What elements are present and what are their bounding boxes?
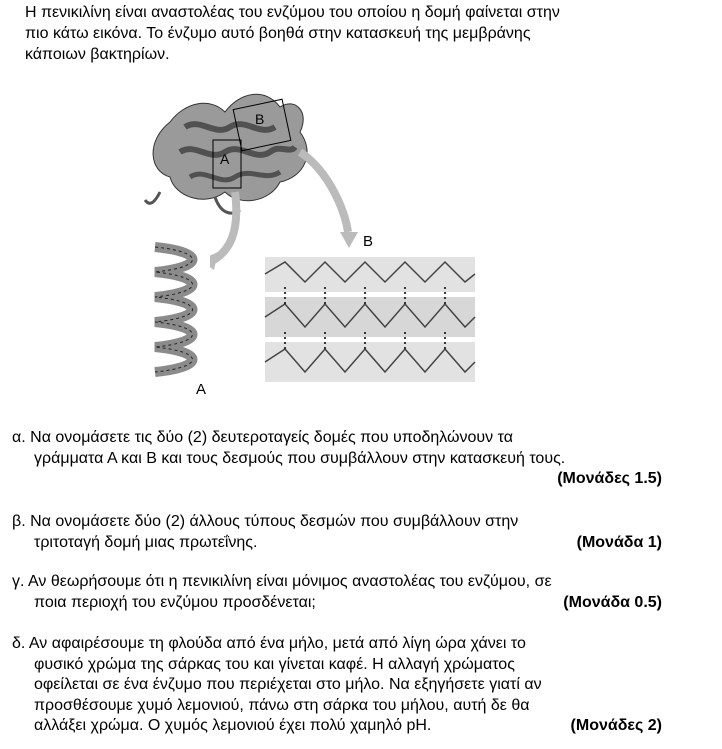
intro-line: πιο κάτω εικόνα. Το ένζυμο αυτό βοηθά στην κατασκευή της μεμβράνης — [25, 25, 531, 42]
question-gamma — [12, 572, 662, 613]
intro-line: κάποιων βακτηρίων. — [25, 46, 170, 63]
question-line: δ. Αν αφαιρέσουμε τη φλούδα από ένα μήλο, μετά από λίγη ώρα χάνει το — [12, 635, 526, 652]
marks-badge: (Μονάδες 2) — [570, 717, 662, 734]
question-line: οφείλεται σε ένα ένζυμο που περιέχεται στο μήλο. Να εξηγήσετε γιατί αν — [34, 676, 542, 693]
arrow-to-helix — [210, 192, 236, 262]
question-line: προσθέσουμε χυμό λεμονιού, πάνω στη σάρκα του μήλου, αυτή δε θα — [34, 696, 530, 714]
intro-line: Η πενικιλίνη είναι αναστολέας του ενζύμου του οποίου η δομή φαίνεται στην — [25, 4, 560, 21]
question-line: φυσικό χρώμα της σάρκας του και γίνεται καφέ. Η αλλαγή χρώματος — [34, 655, 515, 673]
question-line: ποια περιοχή του ενζύμου προσδένεται; — [34, 593, 316, 611]
question-line: γράμματα Α και Β και τους δεσμούς που συμβάλλουν στην κατασκευή τους. — [34, 449, 566, 467]
protein-diagram — [130, 82, 490, 402]
question-beta — [12, 512, 662, 553]
alpha-helix — [150, 242, 210, 372]
arrow-to-sheet — [300, 152, 348, 232]
protein-structure-figure — [130, 82, 490, 402]
marks-badge: (Μονάδα 0.5) — [563, 593, 662, 611]
question-delta — [12, 634, 662, 737]
marks-badge: (Μονάδα 1) — [576, 533, 662, 551]
question-line: τριτοταγή δομή μιας πρωτεΐνης. — [34, 533, 258, 551]
arrow-to-sheet-head — [340, 232, 358, 248]
box-a-label: A — [220, 151, 230, 167]
box-b-label: B — [255, 111, 265, 127]
question-line: αλλάξει χρώμα. Ο χυμός λεμονιού έχει πολύ χαμηλό pH. — [34, 717, 432, 734]
intro-paragraph — [25, 2, 705, 65]
question-alpha — [12, 428, 662, 490]
beta-sheet — [265, 257, 475, 382]
sheet-label: B — [363, 233, 374, 250]
question-line: α. Να ονομάσετε τις δύο (2) δευτεροταγείς δομές που υποδηλώνουν τα — [12, 429, 513, 446]
marks-badge: (Μονάδες 1.5) — [557, 470, 662, 487]
question-line: γ. Αν θεωρήσουμε ότι η πενικιλίνη είναι μόνιμος αναστολέας του ενζύμου, σε — [12, 573, 552, 590]
question-line: β. Να ονομάσετε δύο (2) άλλους τύπους δεσμών που συμβάλλουν στην — [12, 513, 519, 530]
helix-label: A — [196, 381, 207, 398]
